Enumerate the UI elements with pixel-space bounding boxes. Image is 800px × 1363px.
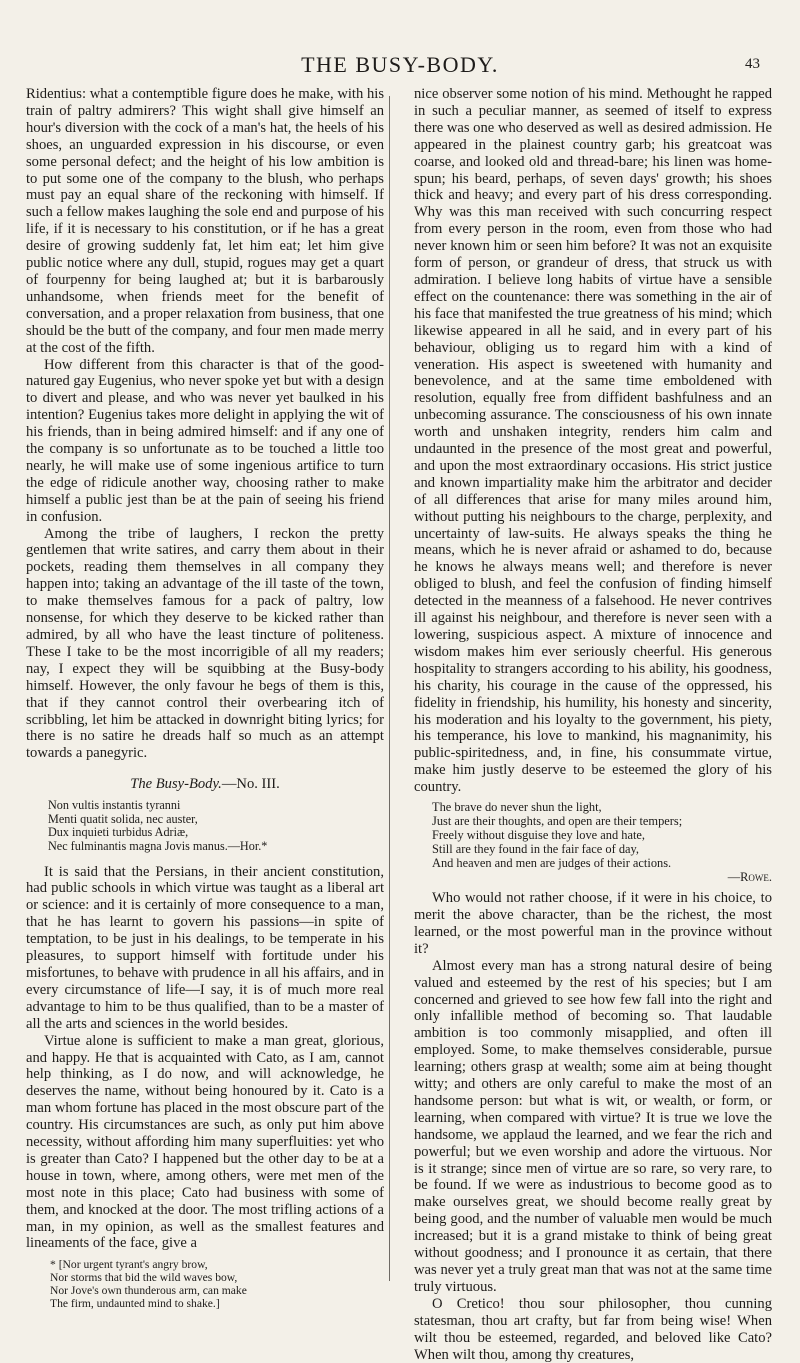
paragraph: Virtue alone is sufficient to make a man great, glorious, and happy. He that is acquainted with Cato, as I am, cannot help thinking, as I do now, and will acknowledge, he deserves the name, without being honoured by it. Cato is a man whom fortune has placed in the most obscure part of the country. His circumstances are such, as only put him above necessity, without affording him many superfluities: yet who is greater than Cato? I happened but the other day to be at a house in town, where, among others, were met men of the most note in this place; Cato had business with some of them, and knocked at the door. The most trifling actions of a man, in my opinion, as well as the smallest features and lineaments of the face, give a (26, 1032, 384, 1252)
paragraph: Almost every man has a strong natural desire of being valued and esteemed by the rest of his species; but I am concerned and grieved to see how few fall into the right and only infallible method of becoming so. That laudable ambition is too commonly misapplied, and often ill employed. Some, to make themselves considerable, pursue learning; others grasp at wealth; some aim at being thought witty; and others are only careful to make the most of an handsome person: but what is wit, or wealth, or form, or learning, when compared with virtue? It is true we love the handsome, we applaud the learned, and we fear the rich and powerful; but we even worship and adore the virtuous. Nor is it strange; since men of virtue are so rare, so very rare, to be found. If we were as industrious to become good as to make ourselves great, we should become really great by being good, and the number of valuable men would be much increased; but it is a grand mistake to think of being great without goodness; and I pronounce it as certain, that there was never yet a truly great man that was not at the same time truly virtuous. (414, 957, 772, 1295)
left-column (26, 86, 384, 1310)
column-divider (389, 96, 390, 1281)
right-column (414, 86, 772, 1363)
motto-line: Dux inquieti turbidus Adriæ, (48, 825, 189, 840)
paragraph: Who would not rather choose, if it were in his choice, to merit the above character, than be the richest, the most learned, or the most powerful man in the province without it? (414, 890, 772, 957)
essay-number: —No. III. (221, 776, 280, 793)
footnote-line: Nor storms that bid the wild waves bow, (50, 1271, 238, 1285)
verse-line: Still are they found in the fair face of day, (432, 842, 640, 857)
paragraph: How different from this character is that of the good-natured gay Eugenius, who never spoke yet but with a design to divert and please, and who was never yet baulked in his intention? Eugenius takes more delight in applying the wit of his friends, than in being admired himself: and if any one of the company is so unfortunate as to be touched a little too nearly, he will make use of some ingenious artifice to turn the edge of ridicule another way, choosing rather to make himself a public jest than be at the pain of seeing his friend in confusion. (26, 356, 384, 525)
verse-line: Freely without disguise they love and hate, (432, 828, 646, 843)
footnote-line: Nor Jove's own thunderous arm, can make (50, 1284, 247, 1298)
paragraph: Ridentius: what a contemptible figure does he make, with his train of paltry admirers? This wight shall give himself an hour's diversion with the cock of a man's hat, the heels of his shoes, an unguarded expression in his discourse, or even some personal defect; and the height of his low ambition is to put some one of the company to the blush, who perhaps must pay an equal share of the reckoning with himself. If such a fellow makes laughing the sole end and purpose of his life, if it is necessary to his constitution, or if he has a great desire of growing suddenly fat, let him eat; let him give public notice where any dull, stupid, rogues may get a quart of fourpenny for being laughed at; but it is barbarously unhandsome, when friends meet for the benefit of conversation, and a proper relaxation from business, that one should be the butt of the company, and four men made merry at the cost of the fifth. (26, 86, 384, 356)
verse-quotation (432, 800, 772, 884)
essay-heading (26, 776, 384, 793)
paragraph: O Cretico! thou sour philosopher, thou cunning statesman, thou art crafty, but far from being wise! When wilt thou be esteemed, regarded, and beloved like Cato? When wilt thou, among thy creatures, (414, 1295, 772, 1363)
essay-title: The Busy-Body. (130, 776, 222, 793)
paragraph: nice observer some notion of his mind. Methought he rapped in such a peculiar manner, as seemed of itself to express there was one who deserved as well as desired admission. He appeared in the plainest country garb; his greatcoat was coarse, and looked old and thread-bare; his linen was home-spun; his beard, perhaps, of seven days' growth; his shoes thick and heavy; and every part of his dress corresponding. Why was this man received with such concurring respect from every person in the room, even from those who had never known him or seen him before? It was not an exquisite form of person, or grandeur of dress, that struck us with admiration. I believe long habits of virtue have a sensible effect on the countenance: there was something in the air of his face that manifested the true greatness of his mind; which likewise appeared in all he said, and in every part of his behaviour, obliging us to regard him with a kind of veneration. His aspect is sweetened with humanity and benevolence, and at the same time emboldened with resolution, equally free from diffident bashfulness and an unbecoming assurance. The consciousness of his own innate worth and unshaken integrity, renders him calm and undaunted in the presence of the most great and powerful, and upon the most extraordinary occasions. His strict justice and known impartiality make him the arbitrator and decider of all differences that arise for many miles around him, without putting his neighbours to the charge, perplexity, and uncertainty of law-suits. He always speaks the thing he means, which he is never afraid or ashamed to do, because he knows he always means well; and therefore is never obliged to blush, and feel the confusion of finding himself detected in the meanness of a falsehood. He never contrives ill against his neighbour, and therefore is never seen with a lowering, suspicious aspect. A mixture of innocence and wisdom makes him ever seriously cheerful. His generous hospitality to strangers according to his ability, his goodness, his charity, his courage in the cause of the oppressed, his fidelity in friendship, his humility, his honesty and sincerity, his moderation and his loyalty to the government, his piety, his temperance, his love to mankind, his magnanimity, his public-spiritedness, and, in fine, his consummate virtue, make him justly deserve to be esteemed the glory of his country. (414, 86, 772, 796)
verse-line: The brave do never shun the light, (432, 800, 602, 815)
paragraph: It is said that the Persians, in their ancient constitution, had public schools in which virtue was taught as a liberal art or science: and it is certainly of more consequence to a man, that he has learnt to govern his passions—in spite of temptation, to be just in his dealings, to be temperate in his pleasures, to support himself with fortitude under his misfortunes, to behave with prudence in all his affairs, and in every circumstance of life—I say, it is of much more real advantage to him to be thus qualified, than to be a master of all the arts and sciences in the world besides. (26, 863, 384, 1032)
running-title: THE BUSY-BODY. (301, 52, 499, 77)
motto-line: Nec fulminantis magna Jovis manus.—Hor.* (48, 838, 268, 853)
verse-line: And heaven and men are judges of their actions. (432, 856, 672, 871)
motto-line: Menti quatit solida, nec auster, (48, 811, 198, 826)
verse-source: —Rowe. (727, 870, 772, 885)
footnote (26, 1258, 384, 1310)
motto-line: Non vultis instantis tyranni (48, 798, 181, 813)
paragraph: Among the tribe of laughers, I reckon the pretty gentlemen that write satires, and carry them about in their pockets, reading them themselves in all company they happen into; taking an advantage of the ill taste of the town, to make themselves famous for a pack of paltry, low nonsense, for which they deserve to be kicked rather than admired, by all who have the least tincture of politeness. These I take to be the most incorrigible of all my readers; nay, I expect they will be squibbing at the Busy-body himself. However, the only favour he begs of them is this, that if they cannot control their overbearing itch of scribbling, let him be attacked in downright biting lyrics; for there is no satire he dreads half so much as an attempt towards a panegyric. (26, 525, 384, 762)
latin-motto (48, 799, 384, 853)
footnote-line: The firm, undaunted mind to shake.] (50, 1297, 220, 1311)
verse-line: Just are their thoughts, and open are their tempers; (432, 814, 683, 829)
page-number: 43 (745, 56, 760, 72)
footnote-line: * [Nor urgent tyrant's angry brow, (50, 1258, 208, 1272)
